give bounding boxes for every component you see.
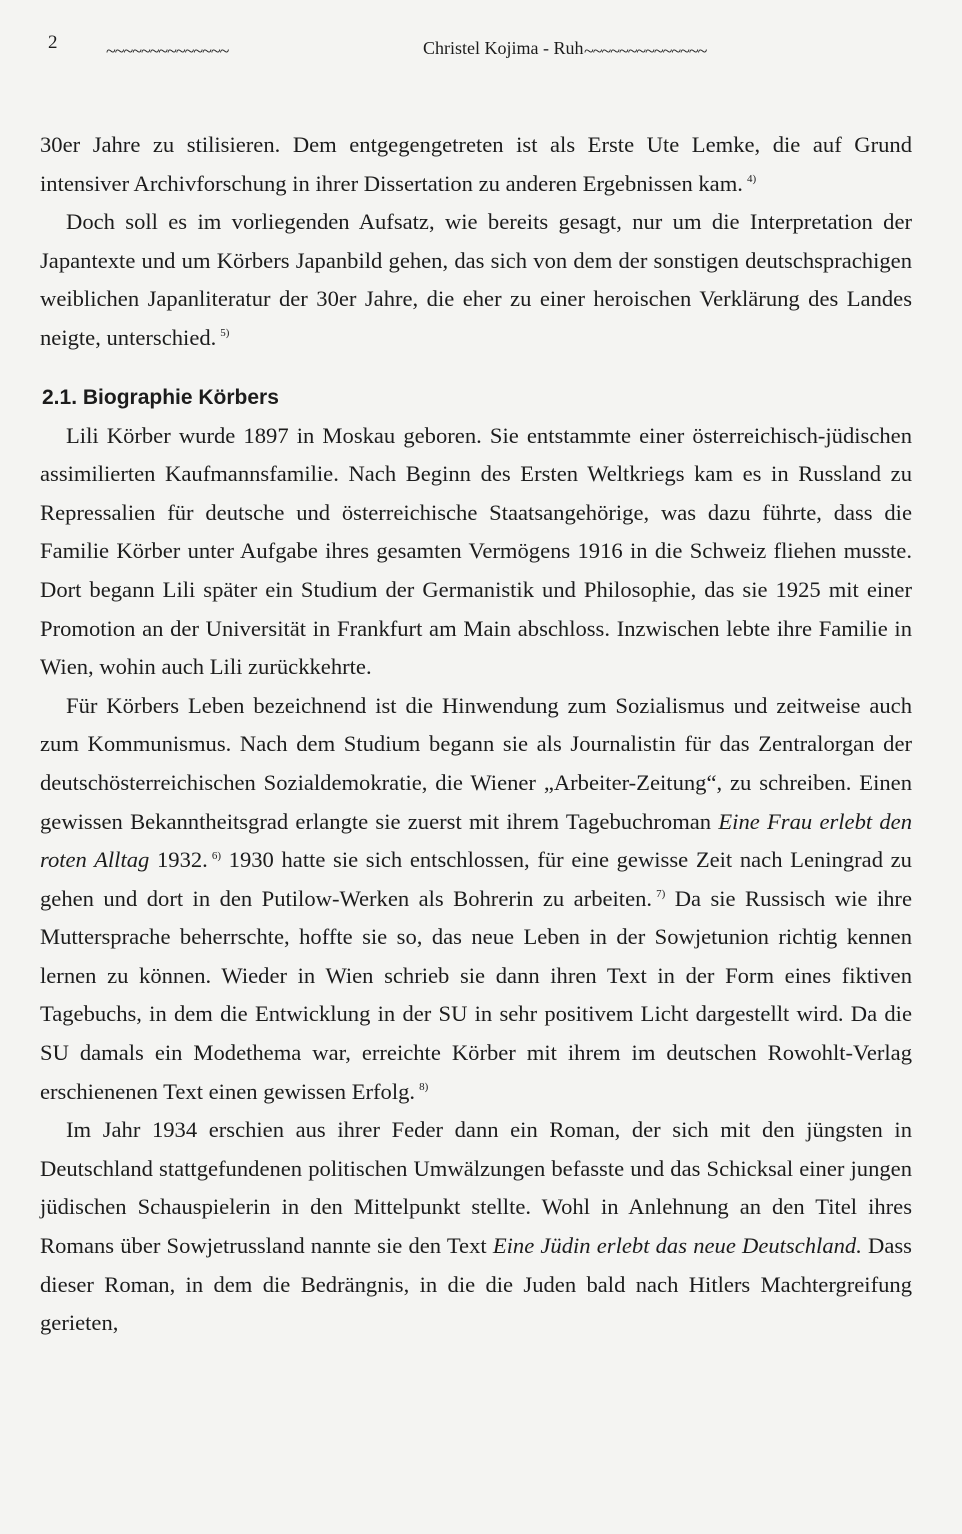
- footnote-marker: 6): [211, 849, 221, 862]
- tilde-rule-left: ~~~~~~~~~~~~~~: [106, 41, 229, 61]
- footnote-marker: 7): [656, 888, 666, 901]
- paragraph-biography-1: Lili Körber wurde 1897 in Moskau geboren. Sie entstammte einer österreichisch-jüdischen assimilierten Kaufmannsfamilie. Nach Beginn des Ersten Weltkriegs kam es in Russland zu Repressalien für deutsche und österreichische Staatsangehörige, was dazu führte, dass die Familie Körber unter Aufgabe ihres gesamten Vermögens 1916 in die Schweiz fliehen musste. Dort begann Lili später ein Studium der Germanistik und Philosophie, das sie 1925 mit einer Promotion an der Universität in Frankfurt am Main abschloss. Inzwischen lebte ihre Familie in Wien, wohin auch Lili zurückkehrte.: [40, 422, 912, 680]
- running-head-author: Christel Kojima - Ruh: [423, 38, 584, 58]
- footnote-marker: 4): [746, 173, 757, 186]
- paragraph-text: 30er Jahre zu stilisieren. Dem entgegengetreten ist als Erste Ute Lemke, die auf Grund intensiver Archivforschung in ihrer Dissertation zu anderen Ergebnissen kam.: [40, 132, 912, 196]
- tilde-rule-right: ~~~~~~~~~~~~~~: [584, 41, 707, 61]
- section-heading: 2.1. Biographie Körbers: [42, 385, 279, 409]
- paragraph-biography-3: [40, 1111, 912, 1343]
- book-title: Eine Jüdin erlebt das neue Deutschland.: [492, 1233, 862, 1259]
- running-head: [44, 32, 844, 62]
- paragraph-text: Im Jahr 1934 erschien aus ihrer Feder dann ein Roman, der sich mit den jüngsten in Deutschland stattgefundenen politischen Umwälzungen befasste und das Schicksal einer jungen jüdischen Schauspielerin in den Mittelpunkt stellte. Wohl in Anlehnung an den Titel ihres Romans über Sowjetrussland nannte sie den Text: [40, 1117, 912, 1259]
- paragraph-text: Da sie Russisch wie ihre Muttersprache beherrschte, hoffte sie so, das neue Leben in der Sowjetunion richtig kennen lernen zu können. Wieder in Wien schrieb sie dann ihren Text in der Form eines fiktiven Tagebuchs, in dem die Entwicklung in der SU in sehr positivem Licht dargestellt wird. Da die SU damals ein Modethema war, erreichte Körber mit ihrem im deutschen Rowohlt-Verlag erschienenen Text einen gewissen Erfolg.: [40, 885, 912, 1104]
- paragraph-text: Doch soll es im vorliegenden Aufsatz, wie bereits gesagt, nur um die Interpretation der Japantexte und um Körbers Japanbild gehen, das sich von dem der sonstigen deutschsprachigen weiblichen Japanliteratur der 30er Jahre, die eher zu einer heroischen Verklärung des Landes neigte, unterschied.: [40, 209, 912, 350]
- paragraph-text: Dass dieser Roman, in dem die Bedrängnis, in die die Juden bald nach Hitlers Machtergreifung gerieten,: [40, 1233, 912, 1336]
- paragraph-intro-1: [40, 126, 912, 203]
- book-title: Eine Frau erlebt den roten Alltag: [40, 808, 913, 873]
- paragraph-biography-2: [40, 687, 912, 1112]
- footnote-marker: 5): [220, 327, 230, 340]
- footnote-marker: 8): [419, 1081, 429, 1094]
- page-number: 2: [48, 32, 58, 53]
- paragraph-text: 1932.: [156, 847, 208, 873]
- paragraph-text: Für Körbers Leben bezeichnend ist die Hinwendung zum Sozialismus und zeitweise auch zum Kommunismus. Nach dem Studium begann sie als Journalistin für das Zentralorgan der deutschösterreichischen Sozialdemokratie, die Wiener „Arbeiter-Zeitung“, zu schreiben. Einen gewissen Bekanntheitsgrad erlangte sie zuerst mit ihrem Tagebuchroman: [40, 692, 912, 834]
- body-text: [40, 126, 912, 1343]
- paragraph-text: 1930 hatte sie sich entschlossen, für eine gewisse Zeit nach Leningrad zu gehen und dort in den Putilow-Werken als Bohrerin zu arbeiten.: [40, 847, 912, 911]
- paragraph-intro-2: [40, 203, 912, 357]
